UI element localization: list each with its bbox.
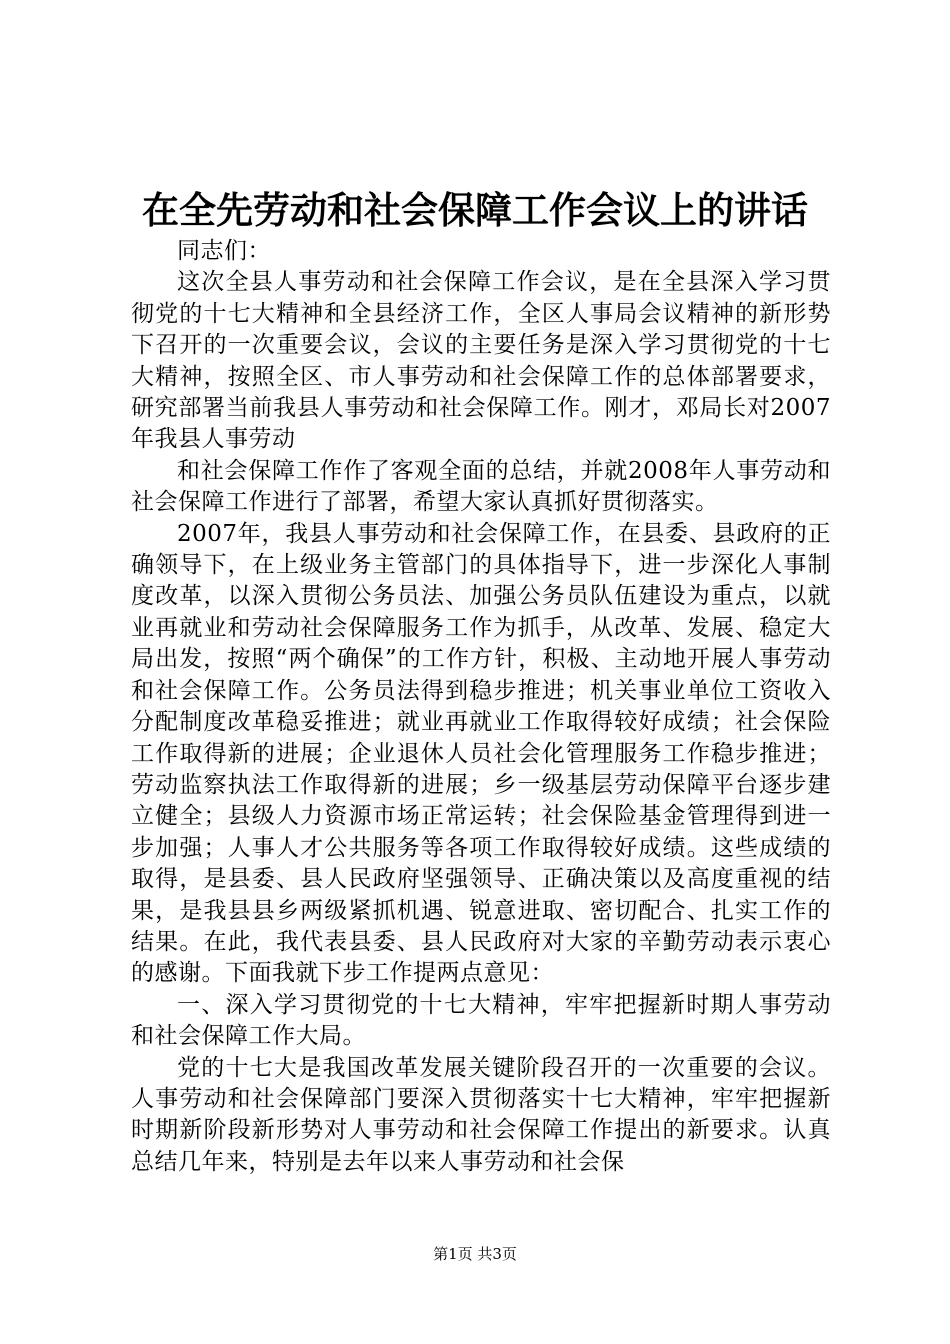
paragraph-summary: 和社会保障工作作了客观全面的总结，并就2008年人事劳动和社会保障工作进行了部署，希望大家认真抓好贯彻落实。 <box>131 457 831 516</box>
paragraph-congress: 党的十七大是我国改革发展关键阶段召开的一次重要的会议。人事劳动和社会保障部门要深入贯彻落实十七大精神，牢牢把握新时期新阶段新形势对人事劳动和社会保障工作提出的新要求。认真总结几年来，特别是去年以来人事劳动和社会保 <box>131 1054 831 1175</box>
document-body <box>131 236 831 1178</box>
paragraph-intro: 这次全县人事劳动和社会保障工作会议，是在全县深入学习贯彻党的十七大精神和全县经济工作，全区人事局会议精神的新形势下召开的一次重要会议，会议的主要任务是深入学习贯彻党的十七大精神，按照全区、市人事劳动和社会保障工作的总体部署要求，研究部署当前我县人事劳动和社会保障工作。刚才，邓局长对2007年我县人事劳动 <box>131 269 831 453</box>
salutation: 同志们： <box>177 238 271 264</box>
paragraph-achievements: 2007年，我县人事劳动和社会保障工作，在县委、县政府的正确领导下，在上级业务主管部门的具体指导下，进一步深化人事制度改革，以深入贯彻公务员法、加强公务员队伍建设为重点，以就业再就业和劳动社会保障服务工作为抓手，从改革、发展、稳定大局出发，按照“两个确保”的工作方针，积极、主动地开展人事劳动和社会保障工作。公务员法得到稳步推进；机关事业单位工资收入分配制度改革稳妥推进；就业再就业工作取得较好成绩；社会保险工作取得新的进展；企业退休人员社会化管理服务工作稳步推进；劳动监察执法工作取得新的进展；乡一级基层劳动保障平台逐步建立健全；县级人力资源市场正常运转；社会保险基金管理得到进一步加强；人事人才公共服务等各项工作取得较好成绩。这些成绩的取得，是县委、县人民政府坚强领导、正确决策以及高度重视的结果，是我县县乡两级紧抓机遇、锐意进取、密切配合、扎实工作的结果。在此，我代表县委、县人民政府对大家的辛勤劳动表示衷心的感谢。下面我就下步工作提两点意见： <box>131 520 831 987</box>
document-title: 在全先劳动和社会保障工作会议上的讲话 <box>142 188 808 232</box>
section-heading-one: 一、深入学习贯彻党的十七大精神，牢牢把握新时期人事劳动和社会保障工作大局。 <box>131 991 831 1050</box>
page-footer: 第1页 共3页 <box>433 1245 517 1263</box>
